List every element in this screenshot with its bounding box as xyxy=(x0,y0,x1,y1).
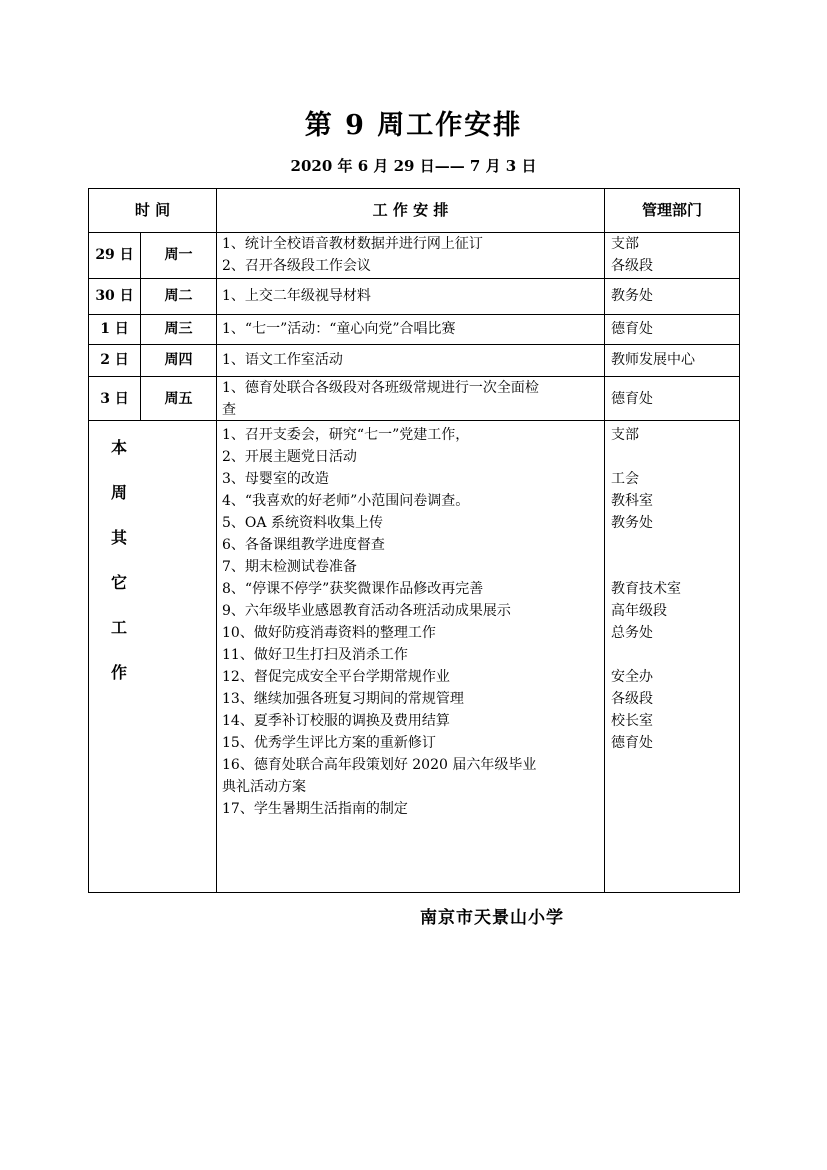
day-date: 30 日 xyxy=(95,288,134,304)
day-weekday: 周四 xyxy=(164,352,193,368)
day-date: 1 日 xyxy=(100,321,129,337)
task-item: 7、期末检测试卷准备 xyxy=(222,559,357,575)
day-weekday: 周一 xyxy=(164,247,193,263)
dept-item xyxy=(611,556,737,578)
other-work-label xyxy=(107,425,131,695)
header-time: 时 间 xyxy=(134,201,171,219)
dept-item: 工会 xyxy=(611,471,639,487)
task-item: 16、德育处联合高年段策划好 2020 届六年级毕业 xyxy=(222,757,537,773)
label-char: 它 xyxy=(110,573,127,592)
day-tasks xyxy=(222,349,602,371)
dept-item: 各级段 xyxy=(611,258,653,274)
other-depts xyxy=(611,424,737,754)
dept-item: 安全办 xyxy=(611,669,653,685)
task-item: 1、召开支委会，研究“七一”党建工作， xyxy=(222,427,470,443)
header-work: 工 作 安 排 xyxy=(372,201,449,219)
label-char: 周 xyxy=(110,483,127,502)
label-char: 本 xyxy=(110,438,127,457)
day-date: 2 日 xyxy=(100,352,129,368)
dept-item: 德育处 xyxy=(611,735,653,751)
day-tasks xyxy=(222,318,602,340)
task-item: 查 xyxy=(222,402,236,418)
label-char: 作 xyxy=(110,663,127,682)
task-item: 6、各备课组教学进度督查 xyxy=(222,537,385,553)
day-tasks xyxy=(222,285,602,307)
dept-item xyxy=(611,446,737,468)
dept-item: 高年级段 xyxy=(611,603,667,619)
label-char: 其 xyxy=(110,528,127,547)
page-title: 第 9 周工作安排 xyxy=(304,110,523,141)
task-item: 11、做好卫生打扫及消杀工作 xyxy=(222,647,408,663)
task-item: 15、优秀学生评比方案的重新修订 xyxy=(222,735,436,751)
task-item: 12、督促完成安全平台学期常规作业 xyxy=(222,669,450,685)
dept-item: 校长室 xyxy=(611,713,653,729)
task-item: 1、语文工作室活动 xyxy=(222,352,343,368)
task-item: 4、“我喜欢的好老师”小范围问卷调查。 xyxy=(222,493,470,509)
task-item: 10、做好防疫消毒资料的整理工作 xyxy=(222,625,436,641)
task-item: 13、继续加强各班复习期间的常规管理 xyxy=(222,691,464,707)
task-item: 1、上交二年级视导材料 xyxy=(222,288,371,304)
dept-item: 德育处 xyxy=(611,321,653,337)
dept-item xyxy=(611,534,737,556)
task-item: 5、OA 系统资料收集上传 xyxy=(222,515,383,531)
day-weekday: 周三 xyxy=(164,321,193,337)
task-item: 14、夏季补订校服的调换及费用结算 xyxy=(222,713,450,729)
task-item: 3、母婴室的改造 xyxy=(222,471,329,487)
header-dept: 管理部门 xyxy=(641,201,702,219)
label-char: 工 xyxy=(110,618,127,637)
task-item: 1、德育处联合各级段对各班级常规进行一次全面检 xyxy=(222,380,539,396)
task-item: 1、“七一”活动：“童心向党”合唱比赛 xyxy=(222,321,456,337)
day-depts xyxy=(611,349,737,371)
day-weekday: 周二 xyxy=(164,288,193,304)
dept-item: 支部 xyxy=(611,427,639,443)
day-depts xyxy=(611,388,737,410)
task-item: 典礼活动方案 xyxy=(222,779,306,795)
dept-item xyxy=(611,644,737,666)
day-date: 29 日 xyxy=(95,247,134,263)
dept-item: 支部 xyxy=(611,236,639,252)
dept-item: 总务处 xyxy=(611,625,653,641)
task-item: 9、六年级毕业感恩教育活动各班活动成果展示 xyxy=(222,603,511,619)
day-depts xyxy=(611,318,737,340)
task-item: 2、召开各级段工作会议 xyxy=(222,258,371,274)
task-item: 2、开展主题党日活动 xyxy=(222,449,357,465)
task-item: 17、学生暑期生活指南的制定 xyxy=(222,801,408,817)
day-tasks xyxy=(222,233,602,277)
dept-item: 教务处 xyxy=(611,288,653,304)
day-date: 3 日 xyxy=(100,391,129,407)
task-item: 8、“停课不停学”获奖微课作品修改再完善 xyxy=(222,581,484,597)
school-name: 南京市天景山小学 xyxy=(420,908,564,928)
date-range: 2020 年 6 月 29 日—— 7 月 3 日 xyxy=(290,157,537,175)
dept-item: 教育技术室 xyxy=(611,581,681,597)
dept-item: 教务处 xyxy=(611,515,653,531)
day-depts xyxy=(611,233,737,277)
dept-item: 教师发展中心 xyxy=(611,352,695,368)
other-tasks xyxy=(222,424,602,820)
day-tasks xyxy=(222,377,602,421)
task-item: 1、统计全校语音教材数据并进行网上征订 xyxy=(222,236,483,252)
day-weekday: 周五 xyxy=(164,391,193,407)
dept-item: 德育处 xyxy=(611,391,653,407)
dept-item: 各级段 xyxy=(611,691,653,707)
day-depts xyxy=(611,285,737,307)
dept-item: 教科室 xyxy=(611,493,653,509)
